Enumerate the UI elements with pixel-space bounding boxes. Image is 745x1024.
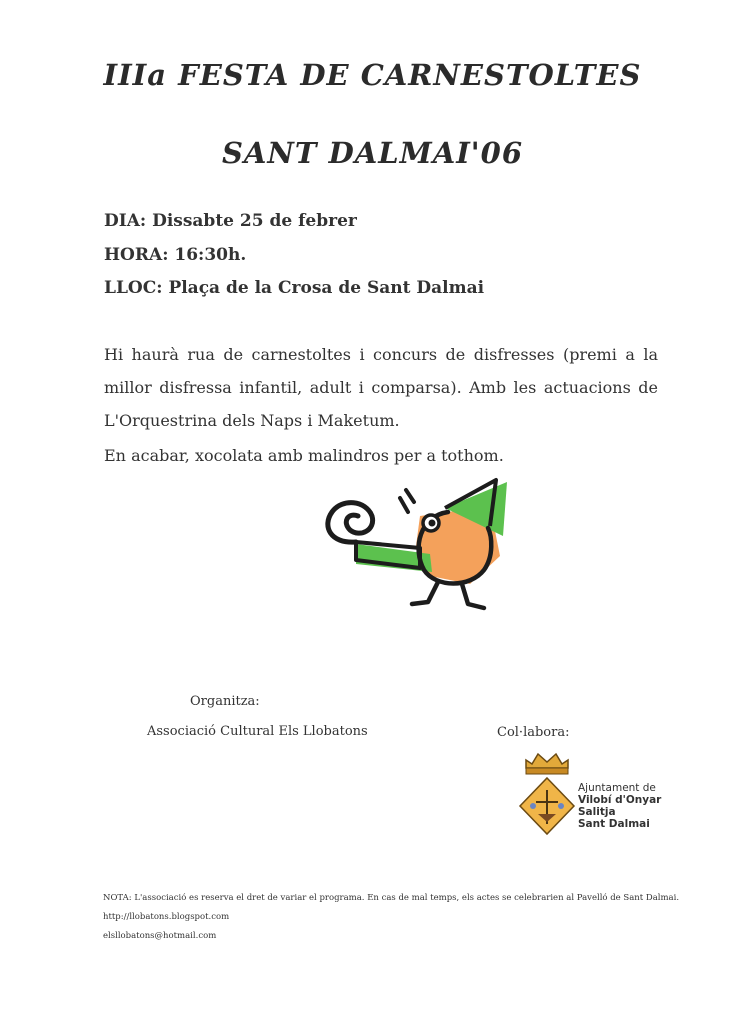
info-place: LLOC: Plaça de la Crosa de Sant Dalmai: [104, 278, 485, 298]
title-line-2: SANT DALMAI'06: [221, 136, 524, 170]
collaborator-label: Col·labora:: [497, 725, 570, 740]
footer-note: NOTA: L'associació es reserva el dret de variar el programa. En cas de mal temps, els actes se celebrarien al Pavelló de Sant Dalmai.: [103, 893, 680, 903]
info-date: DIA: Dissabte 25 de febrer: [104, 211, 357, 231]
closing-paragraph: En acabar, xocolata amb malindros per a tothom.: [104, 446, 504, 465]
description-paragraph: Hi haurà rua de carnestoltes i concurs de disfresses (premi a la millor disfressa infantil, adult i comparsa). Amb les actuacions de L'Orquestrina dels Naps i Maketum.: [104, 345, 658, 430]
logo-text-line-2: Vilobí d'Onyar: [578, 794, 662, 806]
organizer-name: Associació Cultural Els Llobatons: [147, 724, 368, 739]
town-council-shield-icon: [516, 750, 578, 840]
organizer-label: Organitza:: [190, 694, 260, 709]
info-time: HORA: 16:30h.: [104, 245, 247, 265]
party-blower-mascot-illustration: [320, 476, 510, 616]
logo-text-line-1: Ajuntament de: [578, 782, 656, 794]
footer-url[interactable]: http://llobatons.blogspot.com: [103, 912, 230, 922]
logo-text-line-3: Salitja: [578, 806, 616, 818]
title-line-1: IIIa FESTA DE CARNESTOLTES: [103, 58, 642, 92]
logo-text-line-4: Sant Dalmai: [578, 818, 650, 830]
footer-email[interactable]: elsllobatons@hotmail.com: [103, 931, 217, 941]
spiral-curl: [328, 503, 373, 543]
